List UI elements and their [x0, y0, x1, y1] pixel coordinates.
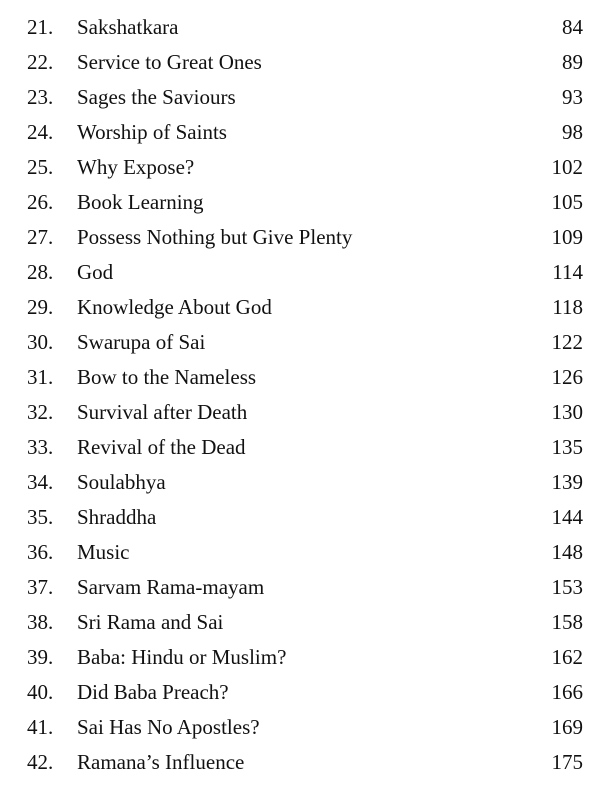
chapter-number: 21.: [27, 15, 54, 39]
page-number: 130: [551, 400, 583, 424]
page-number: 139: [551, 470, 583, 494]
toc-entry: [0, 710, 600, 745]
toc-entry: [0, 360, 600, 395]
page-number: 89: [562, 50, 583, 74]
chapter-title: Possess Nothing but Give Plenty: [77, 225, 353, 249]
page-number: 114: [552, 260, 583, 284]
page-number: 162: [551, 645, 583, 669]
page-number: 158: [551, 610, 583, 634]
chapter-title: Survival after Death: [77, 400, 248, 424]
page-number: 153: [551, 575, 583, 599]
chapter-number: 30.: [27, 330, 54, 354]
toc-list: [0, 10, 600, 780]
page-number: 102: [551, 155, 583, 179]
chapter-title: Sages the Saviours: [77, 85, 236, 109]
chapter-number: 24.: [27, 120, 54, 144]
page-number: 93: [562, 85, 583, 109]
toc-entry: [0, 290, 600, 325]
chapter-number: 42.: [27, 750, 54, 774]
chapter-title: Service to Great Ones: [77, 50, 262, 74]
chapter-title: Baba: Hindu or Muslim?: [77, 645, 287, 669]
page-number: 175: [551, 750, 583, 774]
toc-entry: [0, 430, 600, 465]
chapter-title: Sakshatkara: [77, 15, 179, 39]
toc-entry: [0, 10, 600, 45]
chapter-number: 28.: [27, 260, 54, 284]
page-number: 109: [551, 225, 583, 249]
page-number: 84: [562, 15, 583, 39]
chapter-number: 22.: [27, 50, 54, 74]
chapter-number: 39.: [27, 645, 54, 669]
chapter-number: 25.: [27, 155, 54, 179]
toc-entry: [0, 80, 600, 115]
page-number: 144: [551, 505, 583, 529]
chapter-number: 31.: [27, 365, 54, 389]
chapter-number: 41.: [27, 715, 54, 739]
chapter-number: 27.: [27, 225, 54, 249]
page-number: 98: [562, 120, 583, 144]
toc-entry: [0, 745, 600, 780]
toc-entry: [0, 220, 600, 255]
toc-entry: [0, 115, 600, 150]
chapter-title: Music: [77, 540, 130, 564]
chapter-number: 26.: [27, 190, 54, 214]
toc-entry: [0, 605, 600, 640]
chapter-title: Worship of Saints: [77, 120, 227, 144]
page-number: 126: [551, 365, 583, 389]
chapter-title: Book Learning: [77, 190, 204, 214]
toc-entry: [0, 45, 600, 80]
toc-entry: [0, 535, 600, 570]
chapter-number: 34.: [27, 470, 54, 494]
page-number: 122: [551, 330, 583, 354]
chapter-number: 33.: [27, 435, 54, 459]
toc-entry: [0, 150, 600, 185]
toc-entry: [0, 325, 600, 360]
page-number: 135: [551, 435, 583, 459]
chapter-title: Knowledge About God: [77, 295, 272, 319]
chapter-number: 40.: [27, 680, 54, 704]
chapter-number: 23.: [27, 85, 54, 109]
chapter-title: Shraddha: [77, 505, 157, 529]
chapter-title: Soulabhya: [77, 470, 166, 494]
toc-entry: [0, 500, 600, 535]
chapter-number: 35.: [27, 505, 54, 529]
page-number: 166: [551, 680, 583, 704]
chapter-title: Revival of the Dead: [77, 435, 246, 459]
toc-entry: [0, 395, 600, 430]
toc-entry: [0, 675, 600, 710]
toc-entry: [0, 185, 600, 220]
toc-entry: [0, 640, 600, 675]
chapter-title: Did Baba Preach?: [77, 680, 229, 704]
chapter-title: Sarvam Rama-mayam: [77, 575, 265, 599]
page-number: 169: [551, 715, 583, 739]
chapter-number: 36.: [27, 540, 54, 564]
chapter-number: 29.: [27, 295, 54, 319]
page-number: 105: [551, 190, 583, 214]
page-number: 118: [552, 295, 583, 319]
chapter-title: Swarupa of Sai: [77, 330, 206, 354]
chapter-title: Bow to the Nameless: [77, 365, 257, 389]
chapter-number: 37.: [27, 575, 54, 599]
chapter-title: Sri Rama and Sai: [77, 610, 224, 634]
chapter-title: Sai Has No Apostles?: [77, 715, 260, 739]
page-number: 148: [551, 540, 583, 564]
chapter-title: Why Expose?: [77, 155, 195, 179]
chapter-title: Ramana’s Influence: [77, 750, 245, 774]
chapter-title: God: [77, 260, 114, 284]
chapter-number: 38.: [27, 610, 54, 634]
toc-entry: [0, 570, 600, 605]
toc-entry: [0, 465, 600, 500]
toc-entry: [0, 255, 600, 290]
chapter-number: 32.: [27, 400, 54, 424]
